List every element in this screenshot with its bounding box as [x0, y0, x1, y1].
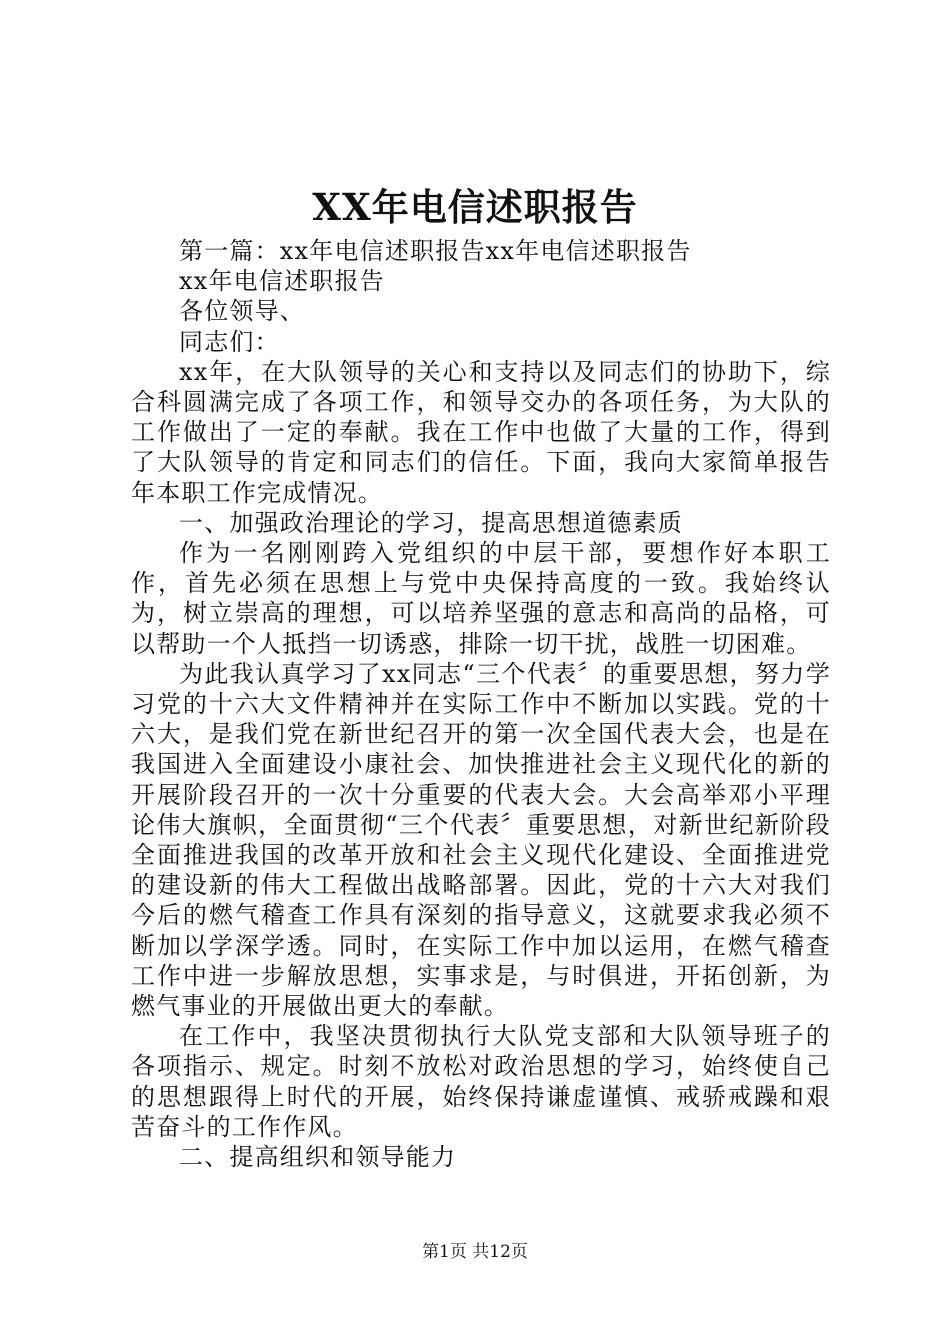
salutation-line-2: 同志们： [179, 327, 280, 356]
page-footer: 第1页 共12页 [422, 1242, 528, 1262]
section-heading: 二、提高组织和领导能力 [179, 1143, 457, 1172]
page-title: XX年电信述职报告 [312, 185, 638, 229]
chapter-heading: 第一篇：xx年电信述职报告xx年电信述职报告 [179, 237, 692, 265]
section-heading: 一、加强政治理论的学习，提高思想道德素质 [179, 508, 683, 537]
body-paragraph: 在工作中，我坚决贯彻执行大队党支部和大队领导班子的各项指示、规定。时刻不放松对政治思想的学习，始终使自己的思想跟得上时代的开展，始终保持谦虚谨慎、戒骄戒躁和艰苦奋斗的工作作风。 [131, 1022, 831, 1141]
body-paragraph: 作为一名刚刚跨入党组织的中层干部，要想作好本职工作，首先必须在思想上与党中央保持高度的一致。我始终认为，树立崇高的理想，可以培养坚强的意志和高尚的品格，可以帮助一个人抵挡一切诱惑，排除一切干扰，战胜一切困难。 [131, 539, 831, 658]
body-paragraph: xx年，在大队领导的关心和支持以及同志们的协助下，综合科圆满完成了各项工作，和领导交办的各项任务，为大队的工作做出了一定的奉献。我在工作中也做了大量的工作，得到了大队领导的肯定和同志们的信任。下面，我向大家简单报告年本职工作完成情况。 [131, 357, 831, 507]
body-paragraph: 为此我认真学习了xx同志“三个代表〞的重要思想，努力学习党的十六大文件精神并在实际工作中不断加以实践。党的十六大，是我们党在新世纪召开的第一次全国代表大会，也是在我国进入全面建设小康社会、加快推进社会主义现代化的新的开展阶段召开的一次十分重要的代表大会。大会高举邓小平理论伟大旗帜，全面贯彻“三个代表〞重要思想，对新世纪新阶段全面推进我国的改革开放和社会主义现代化建设、全面推进党的建设新的伟大工程做出战略部署。因此，党的十六大对我们今后的燃气稽查工作具有深刻的指导意义，这就要求我必须不断加以学深学透。同时，在实际工作中加以运用，在燃气稽查工作中进一步解放思想，实事求是，与时俱进，开拓创新，为燃气事业的开展做出更大的奉献。 [131, 659, 831, 1021]
document-body [131, 236, 831, 1172]
salutation-line-1: 各位领导、 [179, 297, 305, 326]
report-subtitle: xx年电信述职报告 [179, 267, 385, 296]
